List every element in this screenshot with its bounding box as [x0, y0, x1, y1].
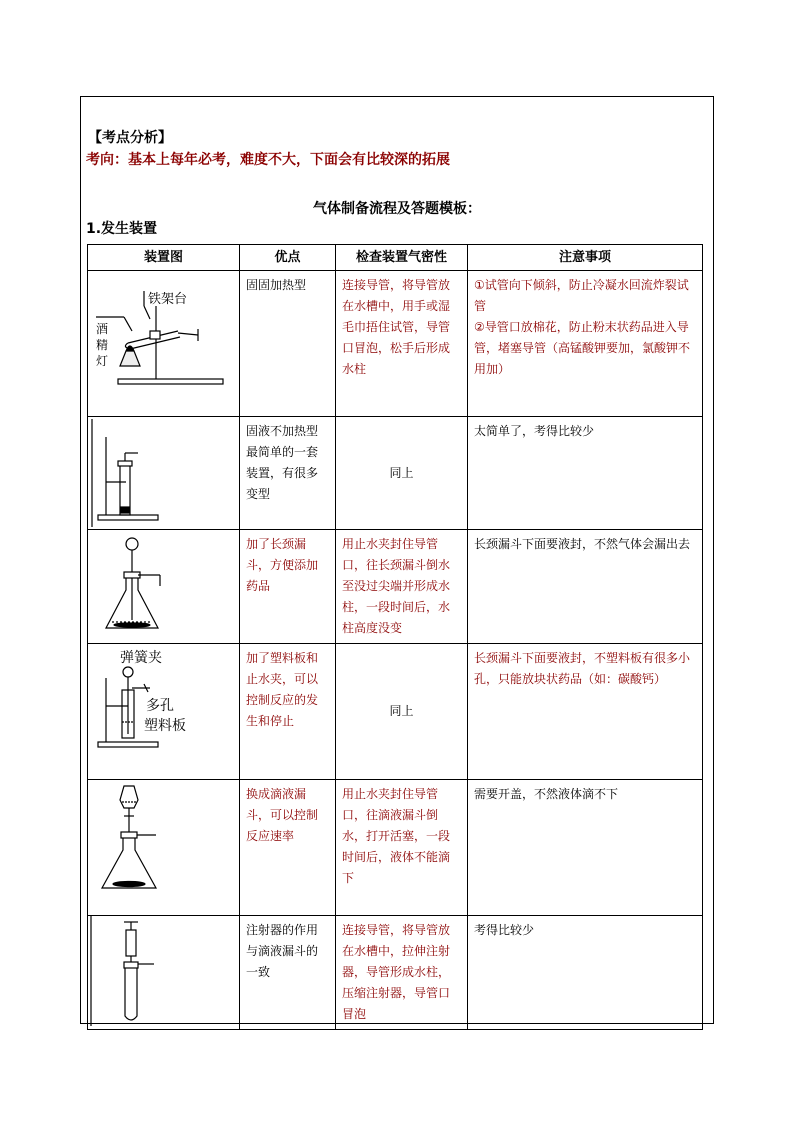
- table-row: [88, 417, 703, 530]
- label-lamp-1: 酒: [96, 322, 109, 336]
- check-cell: 用止水夹封住导管口，往长颈漏斗倒水至没过尖端并形成水柱，一段时间后，水柱高度没变: [336, 530, 468, 644]
- table-row: [88, 271, 703, 417]
- note-cell: 长颈漏斗下面要液封，不塑料板有很多小孔，只能放块状药品（如：碳酸钙）: [468, 644, 703, 780]
- heating-apparatus-illustration: [88, 271, 240, 416]
- advantage-cell: 换成滴液漏斗，可以控制反应速率: [240, 780, 336, 916]
- note-cell: 考得比较少: [468, 916, 703, 1030]
- note-cell: ①试管向下倾斜，防止冷凝水回流炸裂试管 ②导管口放棉花，防止粉末状药品进入导管，堵塞导管（高锰酸钾要加，氯酸钾不用加）: [468, 271, 703, 417]
- apparatus-image-simple: [88, 417, 240, 530]
- table-row: [88, 916, 703, 1030]
- analysis-title: 【考点分析】: [88, 130, 172, 146]
- note-cell: 太简单了，考得比较少: [468, 417, 703, 530]
- exam-direction: 考向：基本上每年必考，难度不大，下面会有比较深的拓展: [86, 152, 450, 168]
- table-row: [88, 530, 703, 644]
- label-plastic-plate: 塑料板: [144, 718, 186, 734]
- section-heading: 气体制备流程及答题模板：: [313, 201, 481, 217]
- long-funnel-illustration: [88, 530, 240, 642]
- col-header-note: 注意事项: [468, 245, 703, 271]
- advantage-cell: 注射器的作用与滴液漏斗的一致: [240, 916, 336, 1030]
- table-row: [88, 780, 703, 916]
- col-header-advantage: 优点: [240, 245, 336, 271]
- advantage-cell: 加了塑料板和止水夹，可以控制反应的发生和停止: [240, 644, 336, 780]
- label-porous: 多孔: [146, 698, 174, 714]
- label-spring-clip: 弹簧夹: [120, 650, 162, 666]
- advantage-cell: 加了长颈漏斗，方便添加药品: [240, 530, 336, 644]
- table-row: [88, 644, 703, 780]
- advantage-cell: 固液不加热型最简单的一套装置，有很多变型: [240, 417, 336, 530]
- syringe-illustration: [88, 916, 240, 1026]
- check-cell: 连接导管，将导管放在水槽中，用手或湿毛巾捂住试管，导管口冒泡，松手后形成水柱: [336, 271, 468, 417]
- col-header-check: 检查装置气密性: [336, 245, 468, 271]
- dropping-funnel-illustration: [88, 780, 240, 915]
- apparatus-image-heating: [88, 271, 240, 417]
- label-iron-stand: 铁架台: [148, 292, 188, 307]
- apparatus-image-syringe: [88, 916, 240, 1030]
- check-cell: 同上: [336, 644, 468, 780]
- label-lamp-2: 精: [96, 338, 109, 352]
- apparatus-image-perforated-plate: [88, 644, 240, 780]
- subsection-title: 1.发生装置: [86, 221, 158, 237]
- apparatus-image-dropping-funnel: [88, 780, 240, 916]
- advantage-cell: 固固加热型: [240, 271, 336, 417]
- check-cell: 连接导管，将导管放在水槽中，拉伸注射器，导管形成水柱，压缩注射器，导管口冒泡: [336, 916, 468, 1030]
- check-cell: 用止水夹封住导管口，往滴液漏斗倒水，打开活塞，一段时间后，液体不能滴下: [336, 780, 468, 916]
- table-header-row: [88, 245, 703, 271]
- perforated-plate-illustration: [88, 644, 240, 779]
- label-lamp-3: 灯: [96, 354, 109, 368]
- apparatus-table: [87, 244, 703, 1030]
- note-cell: 需要开盖，不然液体滴不下: [468, 780, 703, 916]
- apparatus-image-long-funnel: [88, 530, 240, 644]
- simple-apparatus-illustration: [88, 417, 240, 529]
- note-cell: 长颈漏斗下面要液封，不然气体会漏出去: [468, 530, 703, 644]
- col-header-image: 装置图: [88, 245, 240, 271]
- check-cell: 同上: [336, 417, 468, 530]
